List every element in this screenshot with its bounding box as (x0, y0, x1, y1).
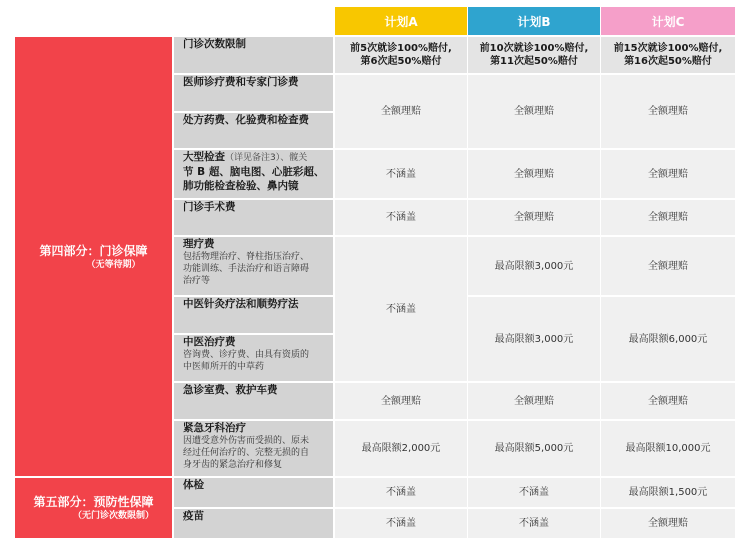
plan-c-header: 计划C (601, 7, 735, 35)
acupuncture-tcm-plan-c: 最高限额6,000元 (601, 297, 735, 381)
major-exam-plan-a: 不涵盖 (335, 150, 467, 198)
visit-limit-plan-a (335, 37, 467, 73)
visit-limit-plan-b-line1: 前10次就诊100%赔付, (479, 43, 589, 54)
row-label-vaccine (174, 509, 333, 538)
visit-limit-plan-a-line1: 前5次就诊100%赔付, (350, 43, 452, 54)
row-label-tcm (174, 335, 333, 381)
emergency-plan-b: 全额理赔 (468, 383, 600, 419)
vaccine-label: 疫苗 (183, 510, 204, 522)
visit-limit-plan-a-line2: 第6次起50%赔付 (360, 56, 442, 67)
checkup-plan-c: 最高限额1,500元 (601, 478, 735, 507)
row-label-visit-limit (174, 37, 333, 73)
section-outpatient-subtitle: （无等待期） (86, 259, 141, 270)
dental-plan-a: 最高限额2,000元 (335, 421, 467, 476)
surgery-label: 门诊手术费 (183, 201, 236, 213)
major-exam-plan-b: 全额理赔 (468, 150, 600, 198)
physiotherapy-detail-3: 治疗等 (183, 276, 211, 286)
row-label-doctor-fees (174, 75, 333, 111)
doctor-fees-label: 医师诊疗费和专家门诊费 (183, 76, 299, 88)
row-label-physiotherapy (174, 237, 333, 295)
major-exam-label (183, 150, 307, 165)
dental-label: 紧急牙科治疗 (183, 422, 246, 434)
vaccine-plan-b: 不涵盖 (468, 509, 600, 538)
row-label-acupuncture (174, 297, 333, 333)
section-outpatient-title: 第四部分：门诊保障 (39, 243, 148, 258)
row-label-major-exam (174, 150, 333, 198)
section-outpatient (15, 37, 172, 476)
dental-plan-b: 最高限额5,000元 (468, 421, 600, 476)
acupuncture-tcm-plan-b: 最高限额3,000元 (468, 297, 600, 381)
acupuncture-label: 中医针灸疗法和顺势疗法 (183, 298, 299, 310)
physio-tcm-plan-a: 不涵盖 (335, 237, 467, 381)
surgery-plan-b: 全额理赔 (468, 200, 600, 235)
major-exam-plan-c: 全额理赔 (601, 150, 735, 198)
major-exam-label-main: 大型检查 (183, 151, 225, 163)
row-label-emergency (174, 383, 333, 419)
dental-detail-2: 经过任何治疗的、完整无损的自 (183, 448, 310, 458)
section-preventive (15, 478, 172, 538)
emergency-plan-a: 全额理赔 (335, 383, 467, 419)
tcm-detail-2: 中医师所开的中草药 (183, 362, 265, 372)
surgery-plan-a: 不涵盖 (335, 200, 467, 235)
tcm-detail-1: 咨询费、诊疗费、由具有资质的 (183, 350, 310, 360)
emergency-label: 急诊室费、救护车费 (183, 384, 278, 396)
checkup-plan-b: 不涵盖 (468, 478, 600, 507)
row-label-drug-fees (174, 113, 333, 148)
row-label-dental (174, 421, 333, 476)
checkup-label: 体检 (183, 479, 204, 491)
vaccine-plan-a: 不涵盖 (335, 509, 467, 538)
physiotherapy-detail-1: 包括物理治疗、脊柱指压治疗、 (183, 252, 310, 262)
major-exam-label-note: （详见备注3）、髋关 (225, 153, 308, 163)
drug-fees-label: 处方药费、化验费和检查费 (183, 114, 309, 126)
surgery-plan-c: 全额理赔 (601, 200, 735, 235)
section-preventive-title: 第五部分：预防性保障 (33, 495, 154, 509)
plan-b-header: 计划B (468, 7, 600, 35)
major-exam-label-line2: 节 B 超、脑电图、心脏彩超、 (183, 166, 325, 178)
checkup-plan-a: 不涵盖 (335, 478, 467, 507)
row-label-checkup (174, 478, 333, 507)
tcm-label: 中医治疗费 (183, 336, 236, 348)
visit-limit-plan-c-line1: 前15次就诊100%赔付, (613, 43, 723, 54)
visit-limit-plan-c-line2: 第16次起50%赔付 (624, 56, 712, 67)
doctor-drug-plan-c: 全额理赔 (601, 75, 735, 148)
physiotherapy-plan-c: 全额理赔 (601, 237, 735, 295)
emergency-plan-c: 全额理赔 (601, 383, 735, 419)
dental-detail-3: 身牙齿的紧急治疗和修复 (183, 460, 283, 470)
plan-a-header: 计划A (335, 7, 467, 35)
row-label-surgery (174, 200, 333, 235)
visit-limit-label: 门诊次数限制 (183, 38, 246, 50)
physiotherapy-label: 理疗费 (183, 238, 215, 250)
visit-limit-plan-b-line2: 第11次起50%赔付 (490, 56, 578, 67)
physiotherapy-detail-2: 功能训练、手法治疗和语言障碍 (183, 264, 310, 274)
physiotherapy-plan-b: 最高限额3,000元 (468, 237, 600, 295)
visit-limit-plan-c (601, 37, 735, 73)
dental-plan-c: 最高限额10,000元 (601, 421, 735, 476)
major-exam-label-line3: 肺功能检查检验、鼻内镜 (183, 180, 299, 192)
doctor-drug-plan-a: 全额理赔 (335, 75, 467, 148)
section-preventive-subtitle: （无门诊次数限制） (72, 511, 154, 521)
visit-limit-plan-b (468, 37, 600, 73)
doctor-drug-plan-b: 全额理赔 (468, 75, 600, 148)
dental-detail-1: 因遭受意外伤害而受损的、原未 (183, 436, 310, 446)
vaccine-plan-c: 全额理赔 (601, 509, 735, 538)
